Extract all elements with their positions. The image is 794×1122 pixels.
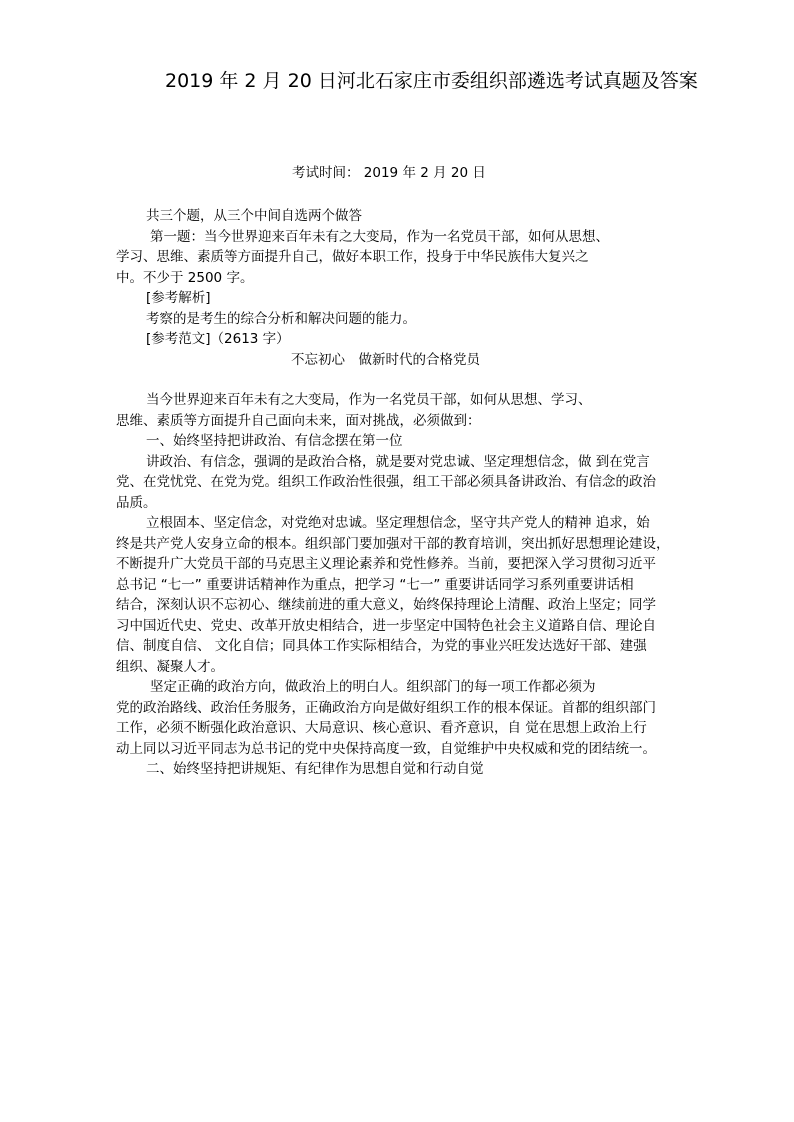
paragraph-3-line: 结合，深刻认识不忘初心、继续前进的重大意义，始终保持理论上清醒、政治上坚定；同学: [116, 597, 656, 613]
paragraph-3-line: 总书记 “七一” 重要讲话精神作为重点，把学习 “七一” 重要讲话同学习系列重要讲话相: [116, 576, 634, 593]
paragraph-4-line: 动上同以习近平同志为总书记的党中央保持高度一致，自觉维护中央权威和党的团结统一。: [116, 740, 656, 757]
paragraph-2-line: 品质。: [116, 494, 157, 511]
paragraph-3-line: 习中国近代史、党史、改革开放史相结合，进一步坚定中国特色社会主义道路自信、理论自: [116, 617, 656, 634]
paragraph-3-line: 立根固本、坚定信念，对党绝对忠诚。坚定理想信念，坚守共产党人的精神 追求，始: [146, 515, 650, 531]
paragraph-4-line: 党的政治路线、政治任务服务，正确政治方向是做好组织工作的根本保证。首都的组织部门: [116, 699, 656, 716]
heading-1: 一、始终坚持把讲政治、有信念摆在第一位: [146, 433, 403, 449]
document-title: 2019 年 2 月 20 日河北石家庄市委组织部遴选考试真题及答案: [165, 70, 698, 92]
paragraph-1-line: 当今世界迎来百年未有之大变局，作为一名党员干部，如何从思想、学习、: [146, 392, 592, 408]
analysis-text: 考察的是考生的综合分析和解决问题的能力。: [146, 310, 416, 327]
paragraph-4-line: 工作，必须不断强化政治意识、大局意识、核心意识、看齐意识，自 觉在思想上政治上行: [116, 720, 647, 736]
paragraph-3-line: 不断提升广大党员干部的马克思主义理论素养和党性修养。当前，要把深入学习贯彻习近平: [116, 556, 656, 572]
intro-line: 共三个题，从三个中间自选两个做答: [146, 208, 362, 224]
question-1-line: 学习、思维、素质等方面提升自己，做好本职工作，投身于中华民族伟大复兴之: [116, 249, 589, 265]
question-1-line: 第一题：当今世界迎来百年未有之大变局，作为一名党员干部，如何从思想、: [150, 228, 609, 245]
document-body: [116, 206, 688, 780]
paragraph-2-line: 党、在党忧党、在党为党。组织工作政治性很强，组工干部必须具备讲政治、有信念的政治: [116, 474, 656, 490]
heading-2: 二、始终坚持把讲规矩、有纪律作为思想自觉和行动自觉: [146, 761, 484, 777]
paragraph-3-line: 信、制度自信、 文化自信；同具体工作实际相结合，为党的事业兴旺发达选好干部、建强: [116, 638, 647, 654]
paragraph-4-line: 坚定正确的政治方向，做政治上的明白人。组织部门的每一项工作都必须为: [150, 679, 596, 695]
essay-label: [参考范文]（2613 字）: [146, 331, 290, 347]
paragraph-3-line: 终是共产党人安身立命的根本。组织部门要加强对干部的教育培训，突出抓好思想理论建设，: [116, 535, 670, 552]
spacer: [116, 370, 688, 390]
exam-time: 考试时间： 2019 年 2 月 20 日: [292, 165, 486, 181]
paragraph-3-line: 组织、凝聚人才。: [116, 658, 224, 675]
analysis-label: [参考解析]: [146, 290, 211, 306]
paragraph-1-line: 思维、素质等方面提升自己面向未来，面对挑战，必须做到：: [116, 412, 481, 429]
essay-title: 不忘初心 做新时代的合格党员: [291, 351, 480, 368]
question-1-line: 中。不少于 2500 字。: [116, 269, 254, 286]
paragraph-2-line: 讲政治、有信念，强调的是政治合格，就是要对党忠诚、坚定理想信念，做 到在党言: [146, 453, 650, 470]
